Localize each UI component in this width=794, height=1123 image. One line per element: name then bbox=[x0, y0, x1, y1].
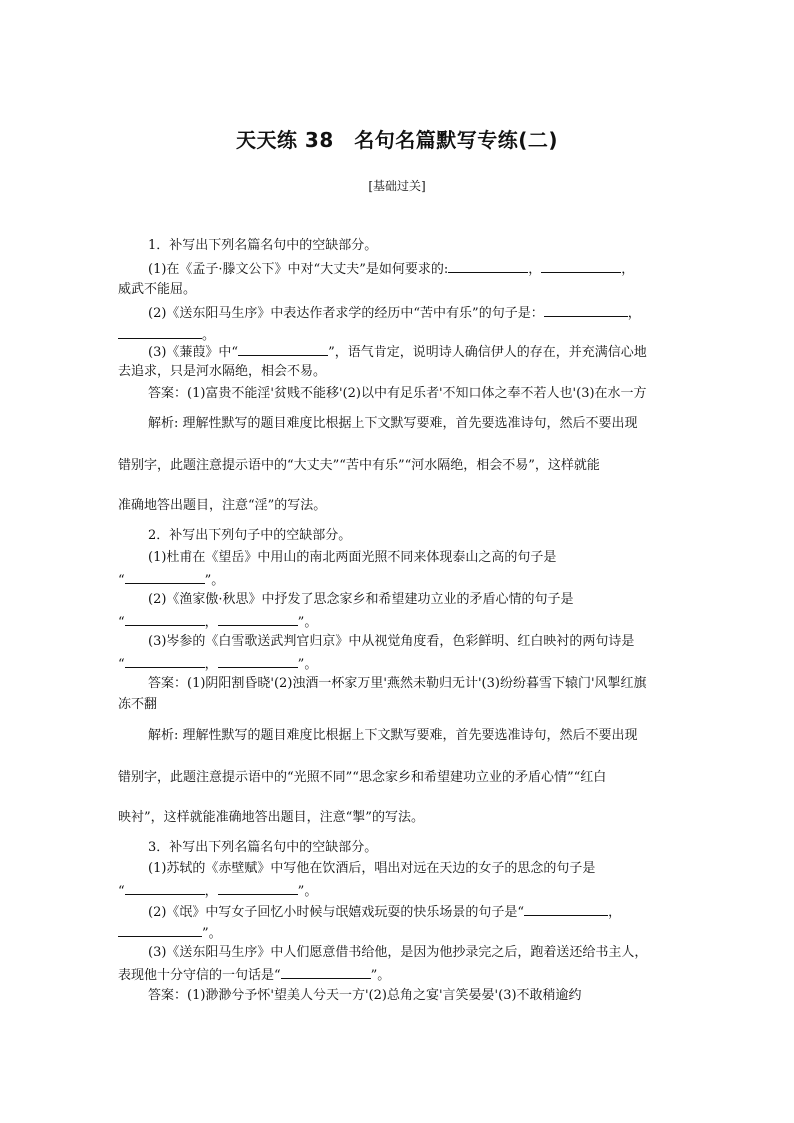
answer-blank[interactable] bbox=[544, 304, 628, 317]
q3-part3: (3)《送东阳马生序》中人们愿意借书给他，是因为他抄录完之后，跑着送还给书主人， bbox=[148, 945, 648, 960]
q3-part2-text: (2)《氓》中写女子回忆小时候与氓嬉戏玩耍的快乐场景的句子是“ bbox=[148, 905, 525, 920]
close-quote: ”。 bbox=[297, 615, 318, 630]
close-quote: ”。 bbox=[204, 573, 225, 588]
close-quote: ”。 bbox=[297, 884, 318, 899]
q2-part1: (1)杜甫在《望岳》中用山的南北两面光照不同来体现泰山之高的句子是 bbox=[148, 550, 557, 565]
q2-analysis: 错别字，此题注意提示语中的“光照不同”“思念家乡和希望建功立业的矛盾心情”“红白 bbox=[118, 770, 607, 785]
q1-part1-end: 威武不能屈。 bbox=[118, 282, 197, 297]
q3-part1: (1)苏轼的《赤壁赋》中写他在饮酒后，唱出对远在天边的女子的思念的句子是 bbox=[148, 861, 596, 876]
q1-part1 bbox=[148, 260, 634, 278]
close-quote: ”。 bbox=[202, 926, 222, 941]
period: 。 bbox=[202, 328, 216, 343]
comma: ， bbox=[204, 884, 218, 899]
page-title: 天天练 38 名句名篇默写专练(二) bbox=[235, 128, 559, 152]
q2-analysis: 解析: 理解性默写的题目难度比根据上下文默写要难，首先要选准诗句，然后不要出现 bbox=[148, 728, 638, 743]
q3-part2 bbox=[148, 903, 621, 921]
answer-blank[interactable] bbox=[281, 966, 371, 979]
q1-analysis: 错别字，此题注意提示语中的“大丈夫”“苦中有乐”“河水隔绝，相会不易”，这样就能 bbox=[118, 458, 600, 473]
q2-stem: 2．补写出下列句子中的空缺部分。 bbox=[148, 528, 352, 543]
q1-part3-text: (3)《蒹葭》中“ bbox=[148, 345, 239, 360]
q3-part2-cont bbox=[118, 924, 222, 942]
q1-part3 bbox=[148, 343, 647, 361]
section-label: [基础过关] bbox=[368, 179, 426, 193]
q3-stem: 3．补写出下列名篇名句中的空缺部分。 bbox=[148, 840, 378, 855]
q2-answer: 答案：(1)阴阳割昏晓'(2)浊酒一杯家万里'燕然未勒归无计'(3)纷纷暮雪下辕门'风掣红旗 bbox=[148, 676, 647, 691]
comma: ， bbox=[528, 262, 542, 277]
answer-blank[interactable] bbox=[118, 924, 202, 937]
open-quote: “ bbox=[118, 884, 125, 899]
comma: ， bbox=[204, 657, 218, 672]
answer-blank[interactable] bbox=[125, 571, 205, 584]
open-quote: “ bbox=[118, 573, 125, 588]
comma: ， bbox=[204, 615, 218, 630]
answer-blank[interactable] bbox=[448, 260, 528, 273]
q2-part3-cont bbox=[118, 655, 317, 673]
open-quote: “ bbox=[118, 657, 125, 672]
q3-answer: 答案：(1)渺渺兮予怀'望美人兮天一方'(2)总角之宴'言笑晏晏'(3)不敢稍逾约 bbox=[148, 988, 582, 1003]
q3-part1-cont bbox=[118, 882, 317, 900]
close-quote: ”。 bbox=[297, 657, 318, 672]
comma: ， bbox=[608, 905, 622, 920]
q2-part2-cont bbox=[118, 613, 317, 631]
answer-blank[interactable] bbox=[524, 903, 608, 916]
q1-part3-end: 去追求，只是河水隔绝，相会不易。 bbox=[118, 364, 327, 379]
answer-blank[interactable] bbox=[218, 613, 298, 626]
q2-analysis: 映衬”，这样就能准确地答出题目，注意“掣”的写法。 bbox=[118, 810, 424, 825]
comma: ， bbox=[627, 306, 641, 321]
q1-part3-text-b: ”，语气肯定，说明诗人确信伊人的存在，并充满信心地 bbox=[328, 345, 647, 360]
q1-part2 bbox=[148, 304, 641, 322]
q1-analysis: 准确地答出题目，注意“淫”的写法。 bbox=[118, 498, 327, 513]
q3-part3-cont bbox=[118, 966, 390, 984]
close-quote: ”。 bbox=[370, 968, 391, 983]
q1-part2-cont bbox=[118, 326, 215, 344]
open-quote: “ bbox=[118, 615, 125, 630]
answer-blank[interactable] bbox=[218, 882, 298, 895]
q1-analysis: 解析: 理解性默写的题目难度比根据上下文默写要难，首先要选准诗句，然后不要出现 bbox=[148, 416, 638, 431]
answer-blank[interactable] bbox=[125, 655, 205, 668]
q1-answer: 答案：(1)富贵不能淫'贫贱不能移'(2)以中有足乐者'不知口体之奉不若人也'(3)在水一方 bbox=[148, 386, 647, 401]
q2-part1-cont bbox=[118, 571, 224, 589]
q1-part1-text: (1)在《孟子·滕文公下》中对“大丈夫”是如何要求的: bbox=[148, 262, 449, 277]
answer-blank[interactable] bbox=[541, 260, 621, 273]
answer-blank[interactable] bbox=[218, 655, 298, 668]
answer-blank[interactable] bbox=[118, 326, 202, 339]
q2-part2: (2)《渔家傲·秋思》中抒发了思念家乡和希望建功立业的矛盾心情的句子是 bbox=[148, 592, 574, 607]
answer-blank[interactable] bbox=[125, 613, 205, 626]
q3-part3-text: 表现他十分守信的一句话是“ bbox=[118, 968, 281, 983]
answer-blank[interactable] bbox=[125, 882, 205, 895]
q2-part3: (3)岑参的《白雪歌送武判官归京》中从视觉角度看，色彩鲜明、红白映衬的两句诗是 bbox=[148, 634, 635, 649]
q2-answer: 冻不翻 bbox=[118, 697, 158, 712]
q1-part2-text: (2)《送东阳马生序》中表达作者求学的经历中“苦中有乐”的句子是： bbox=[148, 306, 544, 321]
answer-blank[interactable] bbox=[238, 343, 328, 356]
q1-stem: 1．补写出下列名篇名句中的空缺部分。 bbox=[148, 238, 378, 253]
comma: ， bbox=[621, 262, 635, 277]
